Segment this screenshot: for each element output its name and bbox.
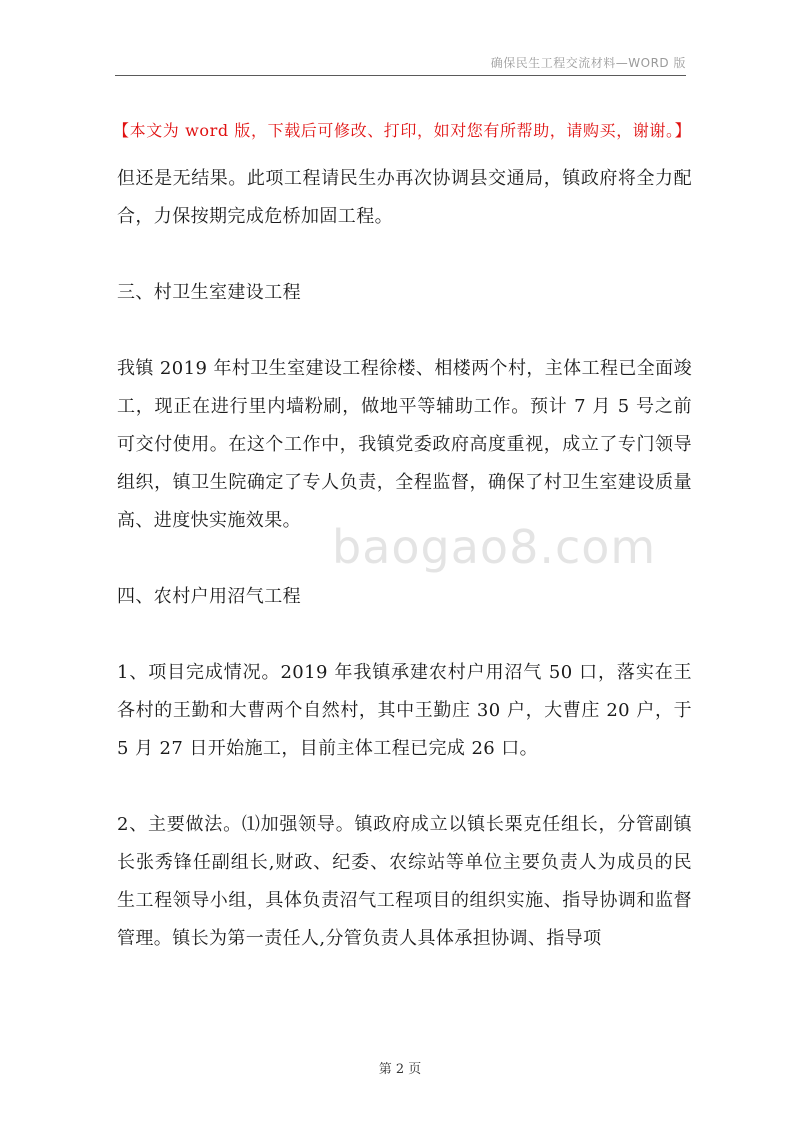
- watermark: baogao8.com: [332, 520, 657, 574]
- header-title: 确保民生工程交流材料—WORD 版: [490, 56, 686, 70]
- page-number: 第 2 页: [378, 1062, 422, 1077]
- paragraph-bridge-conclusion: 但还是无结果。此项工程请民生办再次协调县交通局，镇政府将全力配合，力保按期完成危桥加固工程。: [117, 168, 692, 227]
- paragraph-biogas-methods: 2、主要做法。⑴加强领导。镇政府成立以镇长栗克任组长，分管副镇长张秀锋任副组长,财政、纪委、农综站等单位主要负责人为成员的民生工程领导小组，具体负责沼气工程项目的组织实施、指导协调和监督管理。镇长为第一责任人,分管负责人具体承担协调、指导项: [117, 814, 692, 949]
- page-header: [115, 52, 686, 76]
- section-heading-clinic: 三、村卫生室建设工程: [117, 282, 301, 303]
- paragraph-clinic: 我镇 2019 年村卫生室建设工程徐楼、相楼两个村，主体工程已全面竣工，现正在进行里内墙粉刷，做地平等辅助工作。预计 7 月 5 号之前可交付使用。在这个工作中，我镇党委政府高度重视，成立了专门领导组织，镇卫生院确定了专人负责，全程监督，确保了村卫生室建设质量高、进度快实施效果。: [117, 358, 692, 531]
- header-divider: [115, 75, 686, 76]
- download-notice: 【本文为 word 版，下载后可修改、打印，如对您有所帮助，请购买，谢谢。】: [113, 121, 692, 140]
- section-heading-biogas: 四、农村户用沼气工程: [117, 586, 301, 607]
- paragraph-biogas-status: 1、项目完成情况。2019 年我镇承建农村户用沼气 50 口，落实在王各村的王勤和大曹两个自然村，其中王勤庄 30 户，大曹庄 20 户，于 5 月 27 日开始施工，目前主体工程已完成 26 口。: [117, 662, 692, 759]
